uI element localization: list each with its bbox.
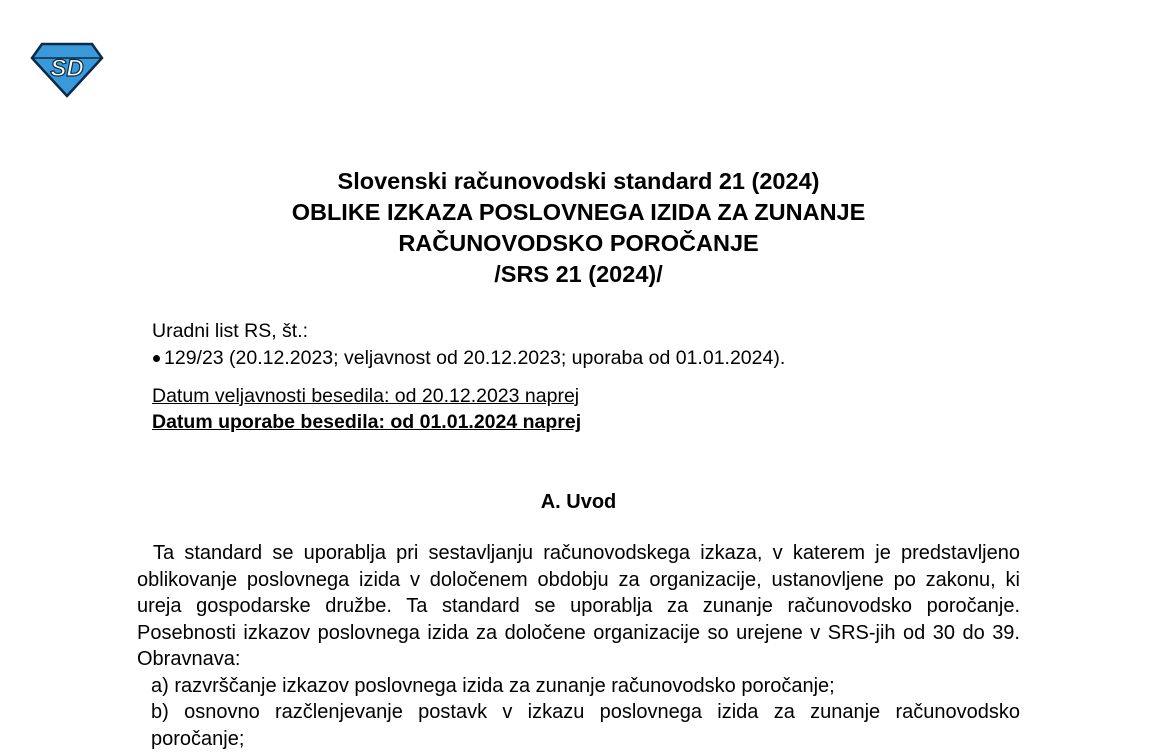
sd-logo-icon xyxy=(30,40,104,98)
section-heading: A. Uvod xyxy=(540,491,617,513)
gazette-item xyxy=(152,345,785,372)
gazette-reference xyxy=(152,318,785,372)
dates-block xyxy=(152,383,581,435)
intro-paragraph: Ta standard se uporablja pri sestavljanju računovodskega izkaza, v katerem je predstavljeno oblikovanje poslovnega izida v določenem obdobju za organizacije, ustanovljene po zakonu, ki ureja gospodarske družbe. Ta standard se uporablja za zunanje računovodsko poročanje. Posebnosti izkazov poslovnega izida za določene organizacije so urejene v SRS-jih od 30 do 39. Obravnava: xyxy=(137,542,1020,670)
title-line-2: OBLIKE IZKAZA POSLOVNEGA IZIDA ZA ZUNANJE xyxy=(291,199,866,225)
list-item: b) osnovno razčlenjevanje postavk v izkazu poslovnega izida za zunanje računovodsko poročanje; xyxy=(151,701,1020,750)
gazette-item-text: 129/23 (20.12.2023; veljavnost od 20.12.2023; uporaba od 01.01.2024). xyxy=(164,347,786,369)
gazette-label: Uradni list RS, št.: xyxy=(152,320,309,342)
bullet-icon xyxy=(153,355,160,362)
list-item: a) razvrščanje izkazov poslovnega izida za zunanje računovodsko poročanje; xyxy=(151,674,835,697)
document-title xyxy=(0,166,1157,290)
body-text xyxy=(137,540,1020,752)
title-line-3: RAČUNOVODSKO POROČANJE xyxy=(398,230,759,256)
title-line-1: Slovenski računovodski standard 21 (2024) xyxy=(337,168,820,194)
sd-logo-lettering: SD xyxy=(50,55,84,82)
application-date: Datum uporabe besedila: od 01.01.2024 naprej xyxy=(152,411,582,433)
validity-date: Datum veljavnosti besedila: od 20.12.2023 naprej xyxy=(152,385,580,407)
title-line-4: /SRS 21 (2024)/ xyxy=(494,261,663,287)
